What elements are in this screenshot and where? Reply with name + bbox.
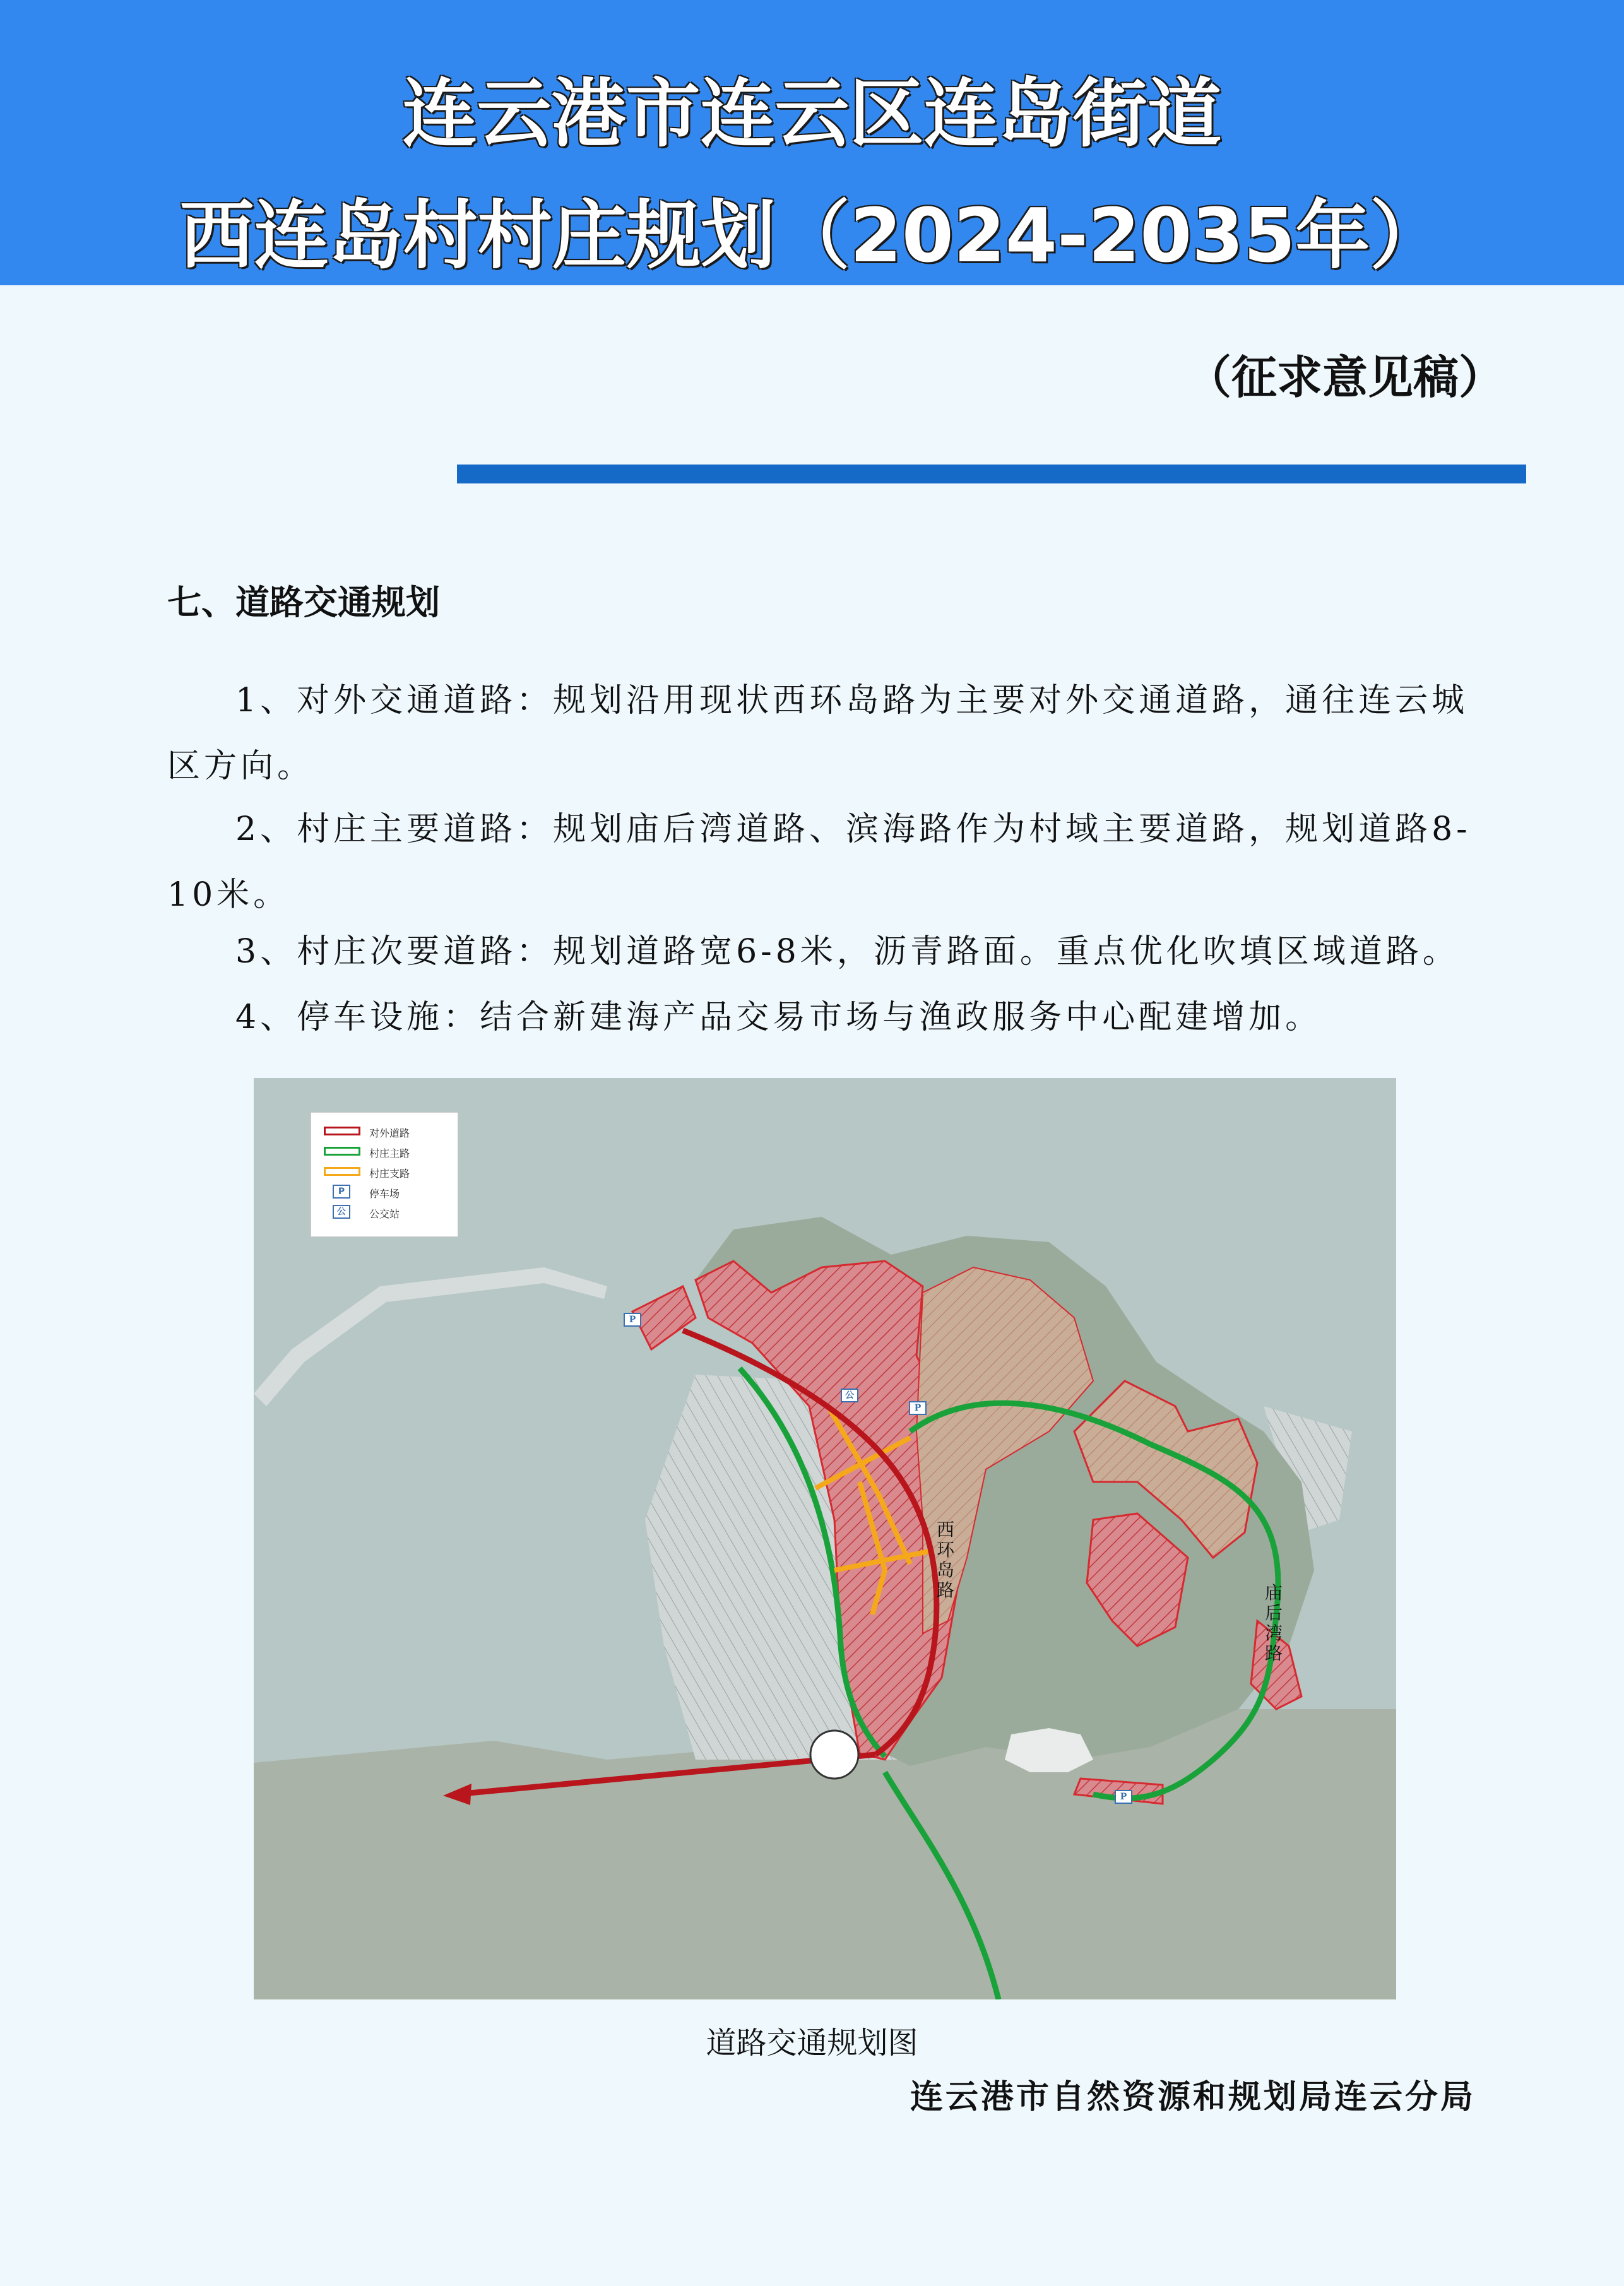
parking-icon: P [624, 1313, 641, 1327]
paragraph-secondary-roads: 3、村庄次要道路：规划道路宽6-8米，沥青路面。重点优化吹填区域道路。 [235, 933, 1459, 971]
paragraph-parking: 4、停车设施：结合新建海产品交易市场与渔政服务中心配建增加。 [235, 998, 1322, 1036]
parking-icon: P [333, 1185, 350, 1199]
draft-status: （征求意见稿） [1185, 351, 1504, 404]
road-label-west-ring: 西环岛路 [936, 1519, 954, 1601]
roundabout [810, 1731, 858, 1779]
title-line-2: 西连岛村村庄规划（2024-2035年） [179, 192, 1445, 279]
title-banner [0, 0, 1624, 285]
legend-swatch-external [324, 1127, 360, 1135]
legend-item-bus-stop: 公 公交站 [324, 1205, 456, 1220]
parking-icon: P [909, 1401, 927, 1415]
map-caption: 道路交通规划图 [706, 2025, 918, 2061]
paragraph-external-roads: 1、对外交通道路：规划沿用现状西环岛路为主要对外交通道路，通往连云城区方向。 [167, 682, 1469, 785]
map-legend [311, 1112, 458, 1237]
section-heading: 七、道路交通规划 [167, 583, 440, 622]
bare-ground [1005, 1728, 1093, 1772]
road-planning-map [254, 1078, 1396, 1999]
bus-stop-icon: 公 [333, 1205, 350, 1219]
legend-item-external-road: 对外道路 [324, 1124, 456, 1139]
issuing-agency: 连云港市自然资源和规划局连云分局 [910, 2078, 1476, 2116]
legend-swatch-main [324, 1147, 360, 1156]
title-line-1: 连云港市连云区连岛街道 [402, 70, 1222, 157]
road-label-miaohouwan: 庙后湾路 [1264, 1582, 1283, 1664]
legend-item-parking: P 停车场 [324, 1185, 456, 1200]
legend-item-branch-road: 村庄支路 [324, 1164, 456, 1180]
legend-item-main-road: 村庄主路 [324, 1144, 456, 1159]
bus-stop-icon: 公 [841, 1389, 858, 1402]
legend-swatch-branch [324, 1167, 360, 1176]
paragraph-main-roads: 2、村庄主要道路：规划庙后湾道路、滨海路作为村域主要道路，规划道路8-10米。 [167, 810, 1471, 914]
parking-icon: P [1115, 1790, 1132, 1804]
divider-bar [457, 465, 1526, 483]
